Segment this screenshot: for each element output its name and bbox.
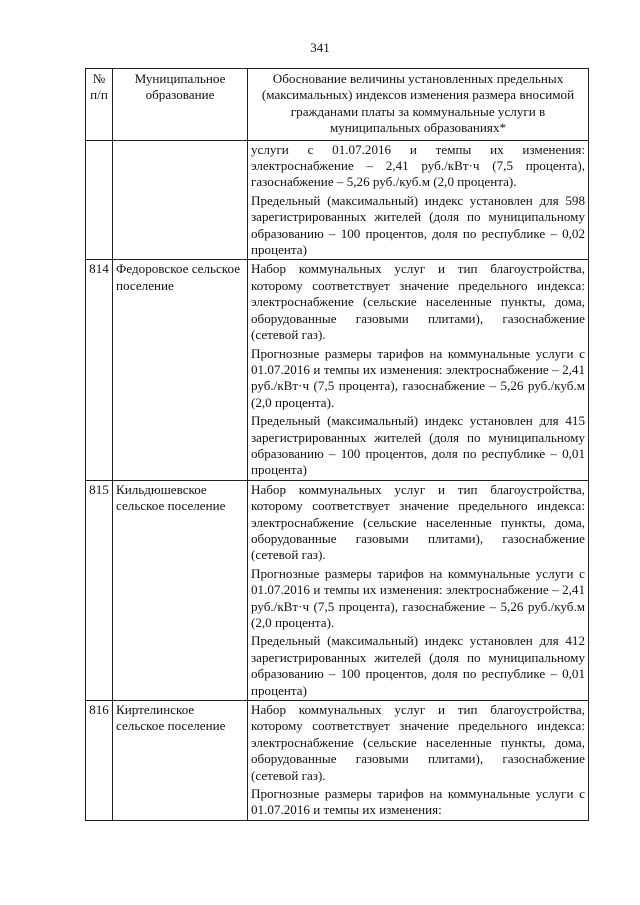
header-municipality: Муниципальное образование [113,69,248,141]
table-row [86,701,589,821]
row-justification [248,701,589,821]
justification-paragraph: Прогнозные размеры тарифов на коммунальные услуги с 01.07.2016 и темпы их изменения: электроснабжение – 2,41 руб./кВт·ч (7,5 процента), газоснабжение – 5,26 руб./куб.м (2,0 процента). [251,345,585,410]
row-number: 816 [86,701,113,821]
row-number: 815 [86,480,113,700]
table-row [86,260,589,480]
table-row [86,480,589,700]
page-number: 341 [310,40,330,55]
row-number [86,140,113,260]
tariff-index-table [85,68,589,821]
justification-paragraph: Предельный (максимальный) индекс установлен для 598 зарегистрированных жителей (доля по муниципальному образованию – 100 процентов, доля по республике – 0,02 процента) [251,192,585,258]
row-justification [248,480,589,700]
row-justification [248,260,589,480]
row-municipality: Кильдюшевское сельское поселение [113,480,248,700]
table-row [86,140,589,260]
justification-paragraph: Набор коммунальных услуг и тип благоустройства, которому соответствует значение предельного индекса: электроснабжение (сельские населенные пункты, дома, оборудованные газовыми плитами), газоснабжение (сетевой газ). [251,261,585,343]
header-num: № п/п [86,69,113,141]
row-number: 814 [86,260,113,480]
justification-paragraph: Прогнозные размеры тарифов на коммунальные услуги с 01.07.2016 и темпы их изменения: [251,786,585,818]
justification-paragraph: Набор коммунальных услуг и тип благоустройства, которому соответствует значение предельного индекса: электроснабжение (сельские населенные пункты, дома, оборудованные газовыми плитами), газоснабжение (сетевой газ). [251,481,585,563]
header-justification: Обоснование величины установленных предельных (максимальных) индексов изменения размера вносимой гражданами платы за коммунальные услуги в муниципальных образованиях* [248,69,589,141]
row-municipality: Киртелинское сельское поселение [113,701,248,821]
justification-paragraph: Предельный (максимальный) индекс установлен для 412 зарегистрированных жителей (доля по муниципальному образованию – 100 процентов, доля по республике – 0,01 процента) [251,633,585,698]
justification-paragraph: Набор коммунальных услуг и тип благоустройства, которому соответствует значение предельного индекса: электроснабжение (сельские населенные пункты, дома, оборудованные газовыми плитами), газоснабжение (сетевой газ). [251,702,585,783]
row-municipality [113,140,248,260]
table-header-row [86,69,589,141]
justification-paragraph: Предельный (максимальный) индекс установлен для 415 зарегистрированных жителей (доля по муниципальному образованию – 100 процентов, доля по республике – 0,01 процента) [251,413,585,478]
justification-paragraph: услуги с 01.07.2016 и темпы их изменения: электроснабжение – 2,41 руб./кВт·ч (7,5 процента), газоснабжение – 5,26 руб./куб.м (2,0 процента). [251,141,585,190]
justification-paragraph: Прогнозные размеры тарифов на коммунальные услуги с 01.07.2016 и темпы их изменения: электроснабжение – 2,41 руб./кВт·ч (7,5 процента), газоснабжение – 5,26 руб./куб.м (2,0 процента). [251,565,585,630]
row-justification [248,140,589,260]
row-municipality: Федоровское сельское поселение [113,260,248,480]
